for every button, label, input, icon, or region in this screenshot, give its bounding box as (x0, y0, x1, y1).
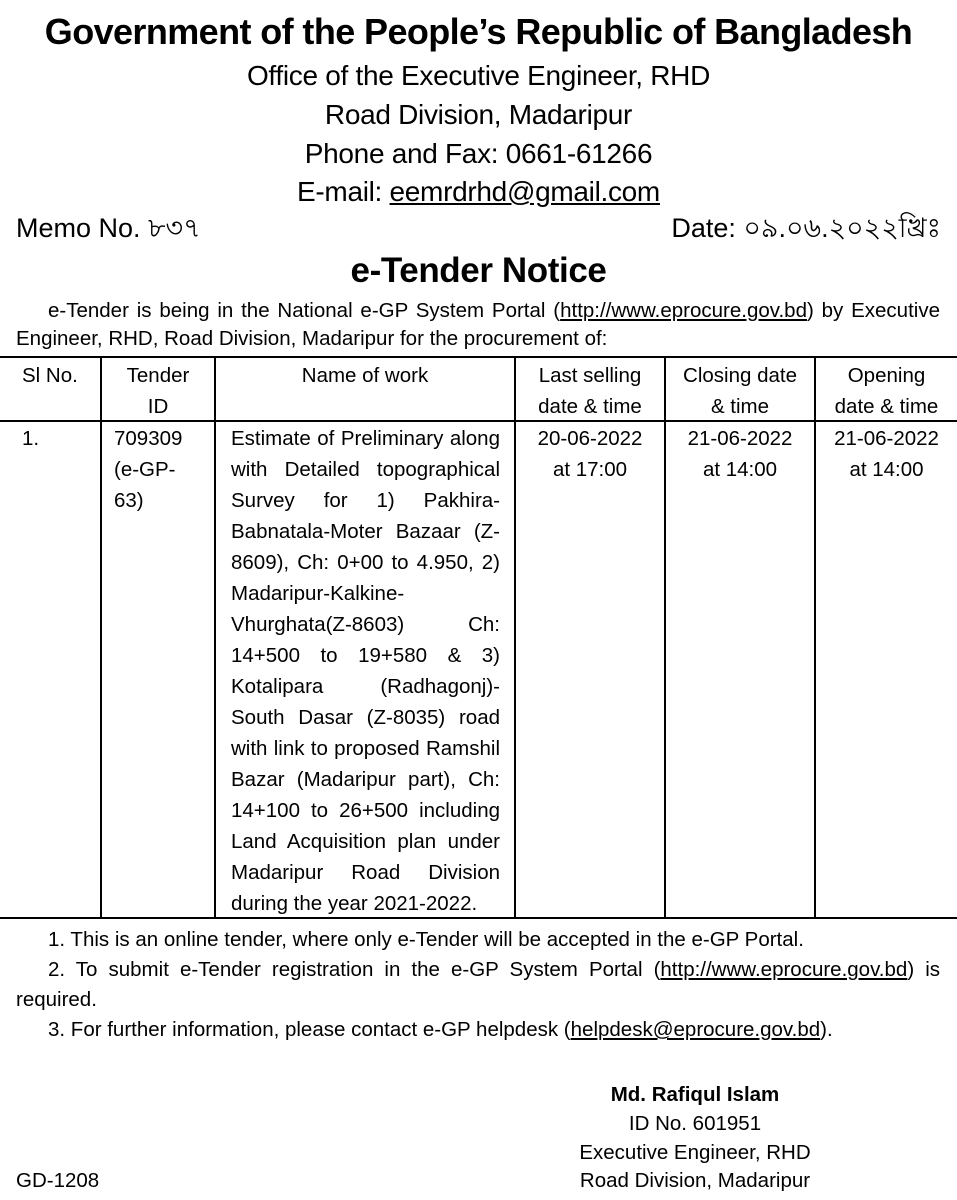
header-opening-line1: Opening (847, 364, 926, 387)
work-line: Vhurghata(Z-8603) Ch: (231, 613, 500, 636)
header-last-selling (516, 360, 664, 422)
signatory-division: Road Division, Madaripur (579, 1169, 811, 1192)
note-2-link[interactable]: http://www.eprocure.gov.bd (660, 958, 908, 981)
note-2 (16, 955, 940, 1015)
work-line: Estimate of Preliminary along (231, 427, 500, 450)
phone-fax: Phone and Fax: 0661-61266 (304, 138, 653, 169)
eprocure-link[interactable]: http://www.eprocure.gov.bd (560, 299, 807, 322)
header-opening-line2: date & time (834, 395, 939, 418)
tender-id-line3: 63) (114, 489, 144, 512)
office-name: Office of the Executive Engineer, RHD (246, 60, 711, 91)
work-line: Madaripur Road Division (231, 861, 500, 884)
last-selling-time: at 17:00 (552, 458, 628, 481)
work-line: 14+100 to 26+500 including (231, 799, 500, 822)
header-name-of-work: Name of work (301, 364, 429, 387)
signatory-name (560, 1080, 830, 1109)
memo-number: Memo No. ৮৩৭ (16, 213, 201, 243)
opening-date: 21-06-2022 (834, 427, 939, 450)
row-sl-no: 1. (22, 427, 40, 450)
notice-date: Date: ০৯.০৬.২০২২খ্রিঃ (671, 213, 941, 243)
note-2-text-start: 2. To submit e-Tender registration in the e-GP System Portal ( (48, 958, 661, 981)
government-title: Government of the People’s Republic of Bangladesh (44, 11, 913, 52)
note-3-text-end: ). (820, 1018, 833, 1041)
email-link[interactable]: eemrdrhd@gmail.com (389, 176, 660, 207)
opening-time: at 14:00 (849, 458, 924, 481)
header-opening (816, 360, 957, 422)
note-3-text-start: 3. For further information, please contact e-GP helpdesk ( (48, 1018, 571, 1041)
work-line: South Dasar (Z-8035) road (231, 706, 500, 729)
header-last-line1: Last selling (538, 364, 642, 387)
gd-code: GD-1208 (16, 1169, 100, 1192)
work-line: with link to proposed Ramshil (231, 737, 500, 760)
row-tender-id (114, 423, 182, 516)
header-last-line2: date & time (538, 395, 642, 418)
intro-text-start: e-Tender is being in the National e-GP System Portal ( (48, 299, 561, 322)
header-closing-line2: & time (710, 395, 770, 418)
header-sl-no: Sl No. (22, 364, 78, 387)
tender-id-line1: 709309 (114, 427, 183, 450)
closing-date: 21-06-2022 (687, 427, 793, 450)
work-line: Bazar (Madaripur part), Ch: (231, 768, 500, 791)
header-closing (666, 360, 814, 422)
work-line: 14+500 to 19+580 & 3) (231, 644, 500, 667)
header-tender-line1: Tender (126, 364, 190, 387)
note-1 (16, 925, 940, 955)
email-line (0, 174, 957, 210)
signatory-id: ID No. 601951 (628, 1112, 762, 1135)
note-1-text: 1. This is an online tender, where only e-Tender will be accepted in the e-GP Portal. (48, 928, 804, 951)
closing-time: at 14:00 (702, 458, 778, 481)
header-tender-id (102, 360, 214, 422)
work-line: with Detailed topographical (231, 458, 500, 481)
intro-text-end: ) by Executive Engineer, RHD, Road Division, Madaripur for the procurement of: (16, 299, 940, 350)
note-3 (16, 1015, 940, 1045)
work-line: Survey for 1) Pakhira- (231, 489, 500, 512)
header-closing-line1: Closing date (683, 364, 797, 387)
note-2-text-end: ) is required. (16, 958, 941, 1011)
signatory-title: Executive Engineer, RHD (579, 1141, 811, 1164)
work-line: Kotalipara (Radhagonj)- (231, 675, 500, 698)
row-closing (666, 423, 814, 485)
division-name: Road Division, Madaripur (324, 99, 633, 130)
work-line: Babnatala-Moter Bazaar (Z- (231, 520, 500, 543)
column-divider (214, 357, 216, 918)
signatory-name-text: Md. Rafiqul Islam (610, 1083, 780, 1106)
intro-paragraph (16, 297, 940, 353)
last-selling-date: 20-06-2022 (537, 427, 643, 450)
work-line: Land Acquisition plan under (231, 830, 500, 853)
tender-id-line2: (e-GP- (114, 458, 176, 481)
row-opening (816, 423, 957, 485)
work-line: Madaripur-Kalkine- (231, 582, 405, 605)
work-line: 8609), Ch: 0+00 to 4.950, 2) (231, 551, 500, 574)
row-last-selling (516, 423, 664, 485)
email-label: E-mail: (297, 176, 390, 207)
helpdesk-email-link[interactable]: helpdesk@eprocure.gov.bd (570, 1018, 821, 1041)
column-divider (100, 357, 102, 918)
work-line: during the year 2021-2022. (231, 892, 478, 915)
header-tender-line2: ID (147, 395, 169, 418)
row-name-of-work (231, 423, 500, 919)
notice-title: e-Tender Notice (350, 251, 607, 290)
